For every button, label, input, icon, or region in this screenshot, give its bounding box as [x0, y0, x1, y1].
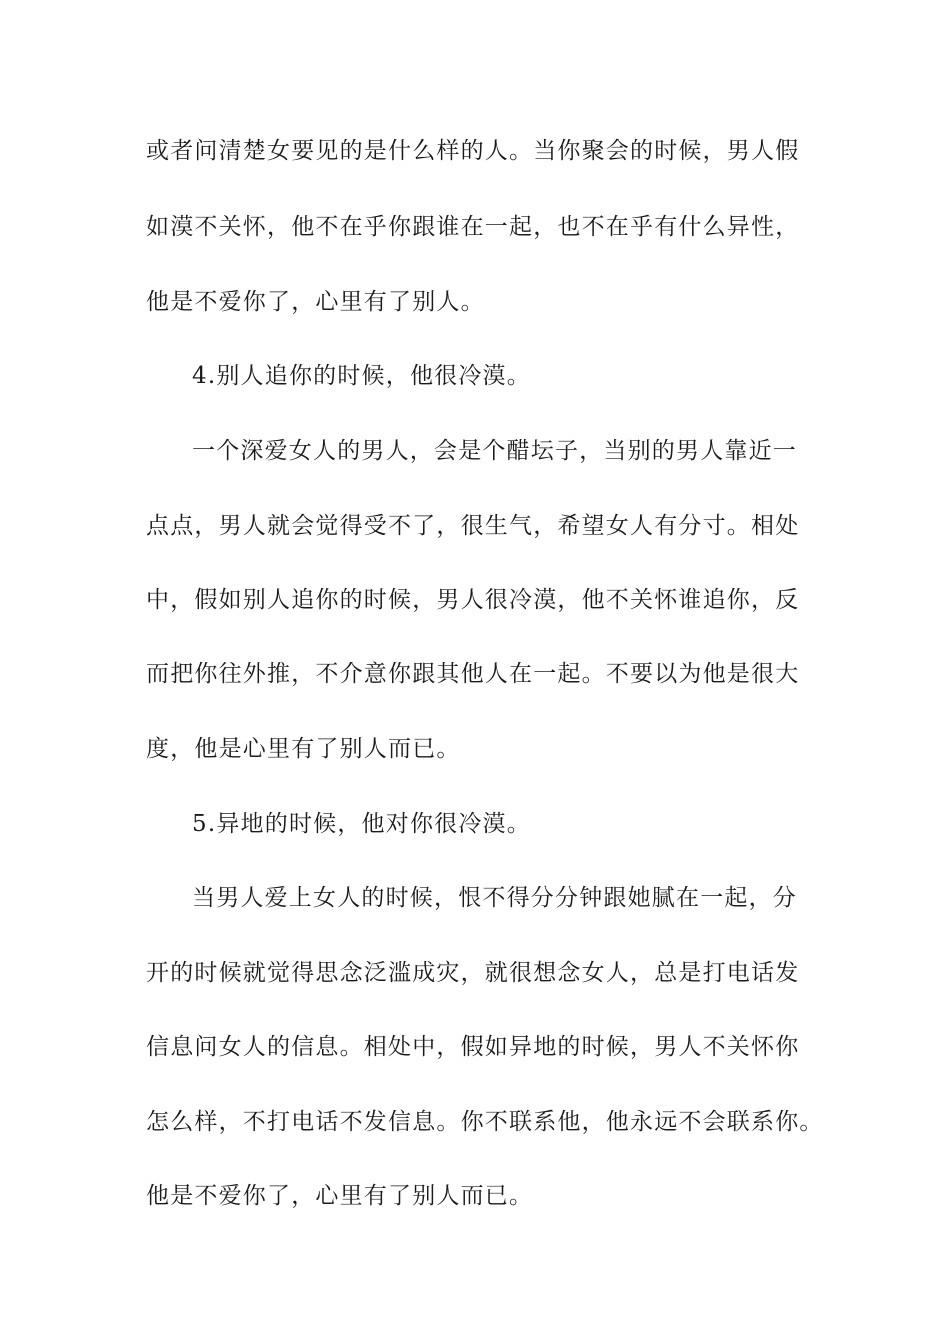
paragraph-line: 怎么样，不打电话不发信息。你不联系他，他永远不会联系你。 — [146, 1109, 824, 1135]
paragraph-line: 度，他是心里有了别人而已。 — [146, 736, 461, 762]
paragraph-line: 中，假如别人追你的时候，男人很冷漠，他不关怀谁追你，反 — [146, 587, 800, 613]
paragraph-line: 他是不爱你了，心里有了别人而已。 — [146, 1183, 534, 1209]
section-heading: 5.异地的时候，他对你很冷漠。 — [192, 811, 531, 837]
paragraph-line: 或者问清楚女要见的是什么样的人。当你聚会的时候，男人假 — [146, 138, 800, 164]
paragraph-line: 他是不爱你了，心里有了别人。 — [146, 289, 485, 315]
paragraph-line: 而把你往外推，不介意你跟其他人在一起。不要以为他是很大 — [146, 661, 800, 687]
paragraph-line: 当男人爱上女人的时候，恨不得分分钟跟她腻在一起，分 — [192, 885, 797, 911]
paragraph-line: 如漠不关怀，他不在乎你跟谁在一起，也不在乎有什么异性， — [146, 214, 800, 240]
paragraph-line: 点点，男人就会觉得受不了，很生气，希望女人有分寸。相处 — [146, 513, 800, 539]
section-heading: 4.别人追你的时候，他很冷漠。 — [192, 363, 531, 389]
paragraph-line: 一个深爱女人的男人，会是个醋坛子，当别的男人靠近一 — [192, 438, 797, 464]
paragraph-line: 开的时候就觉得思念泛滥成灾，就很想念女人，总是打电话发 — [146, 960, 800, 986]
paragraph-line: 信息问女人的信息。相处中，假如异地的时候，男人不关怀你 — [146, 1034, 800, 1060]
